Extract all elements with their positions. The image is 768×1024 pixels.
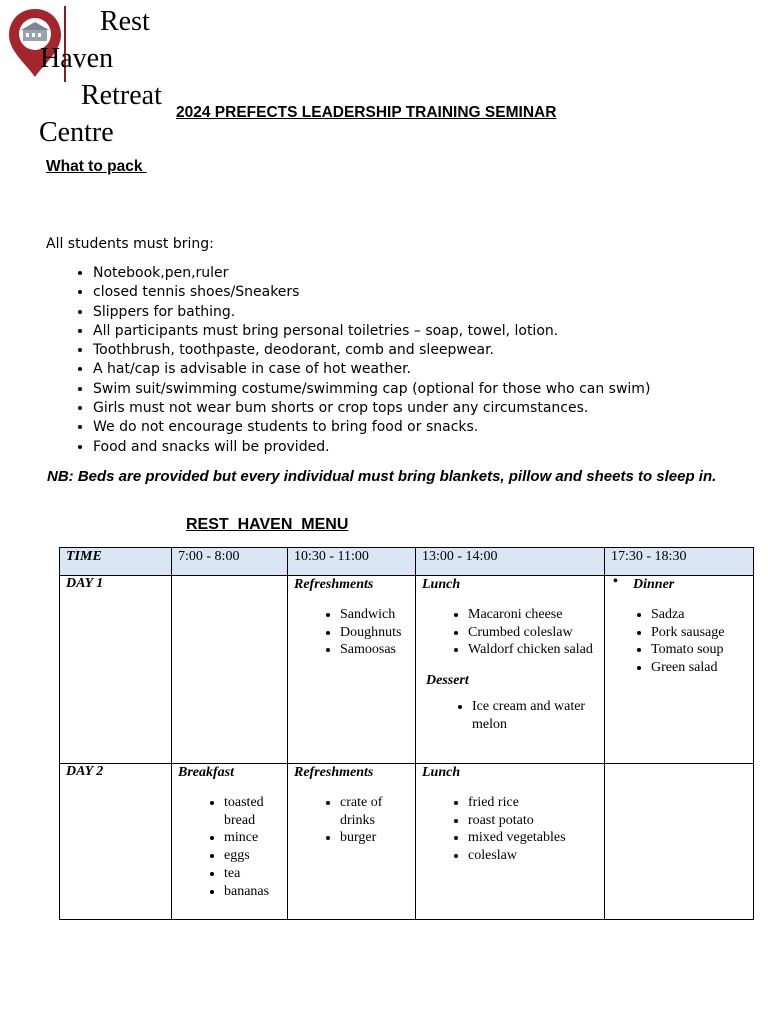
pack-item: • Notebook,pen,ruler: [93, 264, 768, 283]
meal-item: • Tomato soup: [651, 641, 747, 659]
meal-item: • Waldorf chicken salad: [468, 641, 598, 659]
meal-item: • eggs: [224, 847, 281, 865]
meal-items: [294, 606, 409, 659]
meal-item: • burger: [340, 829, 409, 847]
header-time-label: TIME: [66, 549, 102, 564]
meal-item: • mixed vegetables: [468, 829, 598, 847]
header-time: [60, 548, 172, 576]
pack-item: • closed tennis shoes/Sneakers: [93, 283, 768, 302]
meal-item: • roast potato: [468, 812, 598, 830]
pack-item: • Girls must not wear bum shorts or crop tops under any circumstances.: [93, 399, 768, 418]
header-slot: 10:30 - 11:00: [288, 548, 416, 576]
logo-line-1: Rest: [100, 6, 150, 37]
pack-item: • Slippers for bathing.: [93, 303, 768, 322]
logo-line-3: Retreat: [81, 80, 162, 111]
menu-header-row: [60, 548, 754, 576]
menu-heading: REST HAVEN MENU: [186, 516, 349, 533]
meal-item: • Sandwich: [340, 606, 409, 624]
meal-title: Lunch: [422, 765, 461, 780]
meal-item: • coleslaw: [468, 847, 598, 865]
day1-label-cell: [60, 576, 172, 764]
meal-items: [422, 606, 598, 659]
meal-item: • mince: [224, 829, 281, 847]
day2-row: [60, 764, 754, 920]
day2-dinner-cell: [605, 764, 754, 920]
logo-line-4: Centre: [39, 117, 114, 148]
meal-item: • Ice cream and water melon: [472, 698, 598, 733]
meal-item: • Macaroni cheese: [468, 606, 598, 624]
meal-item: • Sadza: [651, 606, 747, 624]
day2-lunch-cell: [416, 764, 605, 920]
meal-item: • crate of drinks: [340, 794, 409, 829]
pack-item: • Swim suit/swimming costume/swimming cap (optional for those who can swim): [93, 380, 768, 399]
pack-list: [46, 264, 768, 457]
day1-row: [60, 576, 754, 764]
meal-items: [178, 794, 281, 900]
day1-refreshments-cell: [288, 576, 416, 764]
header-slot: 17:30 - 18:30: [605, 548, 754, 576]
pack-item: • A hat/cap is advisable in case of hot weather.: [93, 360, 768, 379]
meal-item: • tea: [224, 865, 281, 883]
meal-item: • Crumbed coleslaw: [468, 624, 598, 642]
day1-lunch-cell: [416, 576, 605, 764]
dessert-title: Dessert: [426, 673, 469, 689]
meal-items: [294, 794, 409, 847]
day-label: DAY 2: [66, 764, 104, 779]
pack-item: • All participants must bring personal toiletries – soap, towel, lotion.: [93, 322, 768, 341]
pack-intro: All students must bring:: [46, 236, 214, 252]
meal-item: • toasted bread: [224, 794, 281, 829]
meal-item: • Pork sausage: [651, 624, 747, 642]
meal-title: Breakfast: [178, 765, 234, 780]
meal-title: Refreshments: [294, 765, 374, 780]
day1-breakfast-cell: [172, 576, 288, 764]
day2-label-cell: [60, 764, 172, 920]
document-title: 2024 PREFECTS LEADERSHIP TRAINING SEMINAR: [176, 104, 557, 121]
day1-dinner-cell: [605, 576, 754, 764]
logo-line-2: Haven: [40, 43, 114, 74]
meal-items: [611, 606, 747, 677]
day2-refreshments-cell: [288, 764, 416, 920]
menu-table: [59, 547, 754, 920]
meal-item: • Doughnuts: [340, 624, 409, 642]
meal-item: • fried rice: [468, 794, 598, 812]
pack-item: • Toothbrush, toothpaste, deodorant, comb and sleepwear.: [93, 341, 768, 360]
pack-item: • Food and snacks will be provided.: [93, 438, 768, 457]
nb-note: NB: Beds are provided but every individual must bring blankets, pillow and sheets to sleep in.: [47, 468, 717, 485]
day-label: DAY 1: [66, 576, 104, 591]
meal-items: [422, 794, 598, 865]
bullet-icon: •: [613, 574, 618, 589]
meal-item: • Samoosas: [340, 641, 409, 659]
day2-breakfast-cell: [172, 764, 288, 920]
dessert-items: [422, 698, 598, 733]
meal-title: Refreshments: [294, 577, 374, 592]
meal-item: • bananas: [224, 883, 281, 901]
pack-item: • We do not encourage students to bring food or snacks.: [93, 418, 768, 437]
meal-title-wrap: [611, 574, 747, 593]
header-slot: 13:00 - 14:00: [416, 548, 605, 576]
meal-item: • Green salad: [651, 659, 747, 677]
pack-heading: What to pack: [46, 158, 147, 175]
header-slot: 7:00 - 8:00: [172, 548, 288, 576]
meal-title: Dinner: [633, 577, 675, 592]
meal-title: Lunch: [422, 577, 461, 592]
